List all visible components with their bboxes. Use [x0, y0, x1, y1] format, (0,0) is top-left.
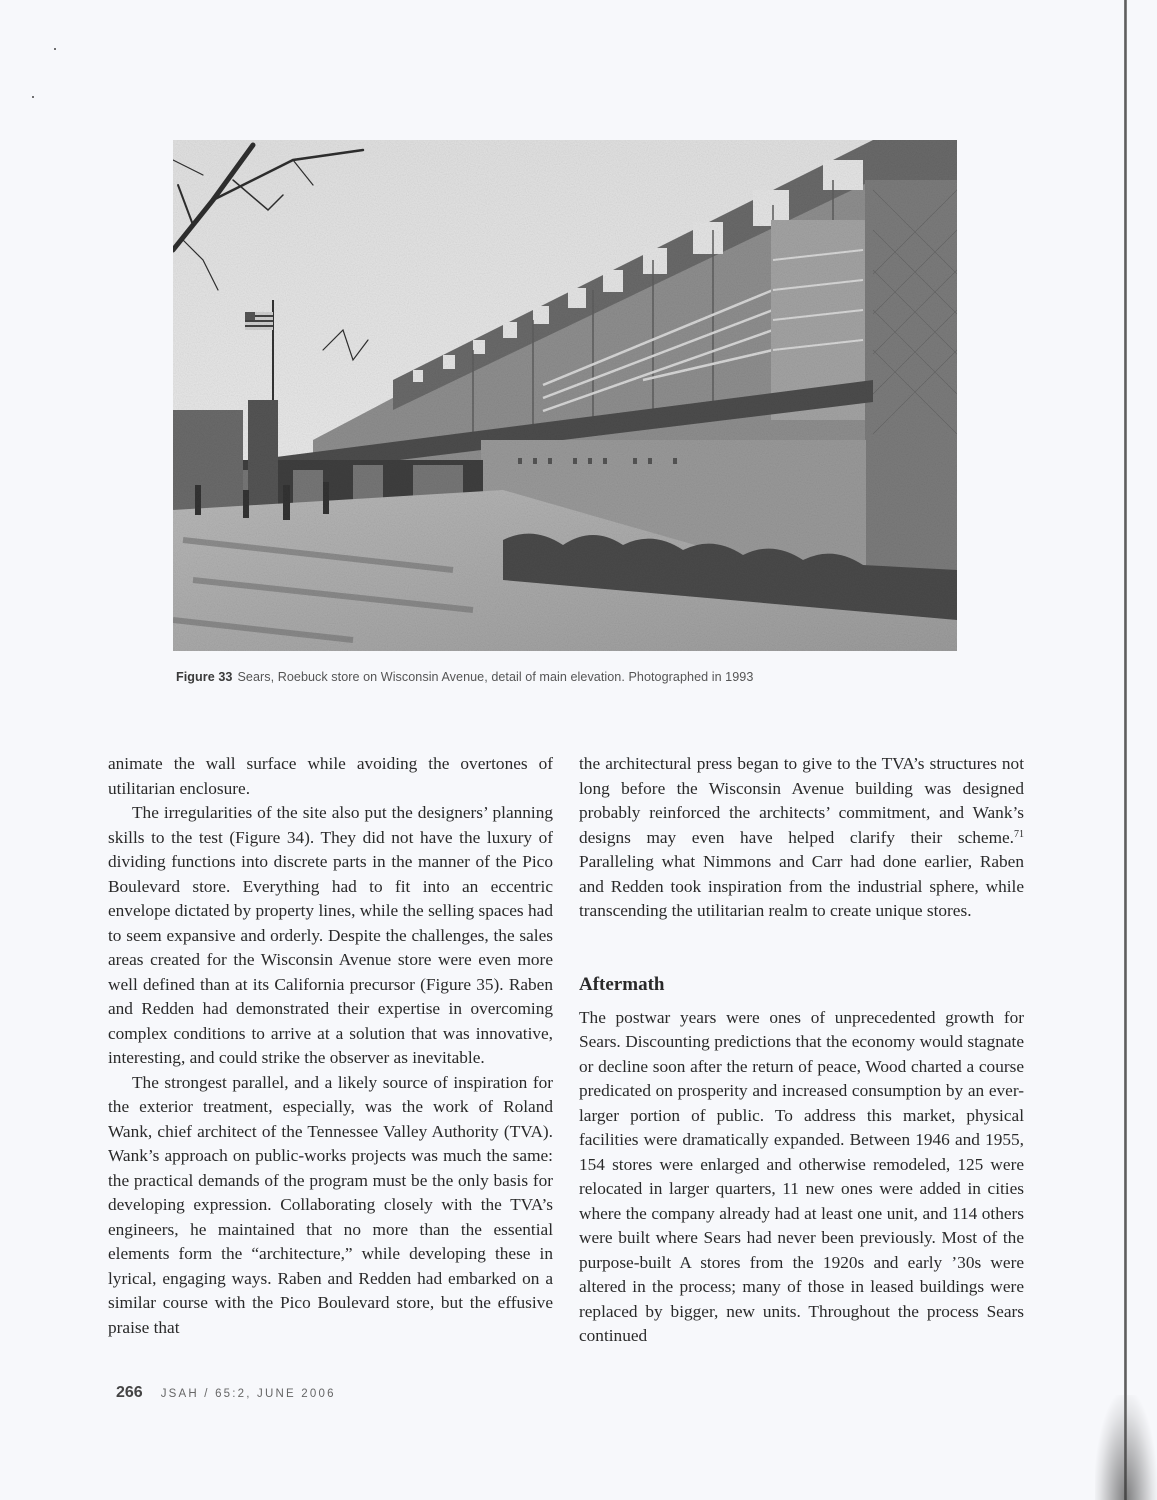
body-text: Paralleling what Nimmons and Carr had done earlier, Raben and Redden took inspiration from the industrial sphere, while transcending the utilitarian realm to create unique stores. [579, 852, 1024, 920]
footnote-reference[interactable]: 71 [1014, 828, 1024, 840]
journal-citation: JSAH / 65:2, JUNE 2006 [160, 1388, 336, 1400]
body-paragraph: animate the wall surface while avoiding the overtones of utilitarian enclosure. [108, 754, 553, 798]
figure-caption [176, 670, 936, 684]
section-heading: Aftermath [579, 973, 665, 995]
page-footer [116, 1384, 336, 1402]
page-corner-shadow [1095, 1395, 1157, 1500]
body-paragraph: The strongest parallel, and a likely source of inspiration for the exterior treatment, especially, was the work of Roland Wank, chief architect of the Tennessee Valley Authority (TVA). Wank’s approach on public-works projects was much the same: the practical demands of the program must be the only basis for developing expression. Collaborating closely with the TVA’s engineers, he maintained that no more than the essential elements form the “architecture,” while developing these in lyrical, engaging ways. Raben and Redden had embarked on a similar course with the Pico Boulevard store, but the effusive praise that [108, 1072, 553, 1337]
scan-speck [54, 48, 56, 50]
body-paragraph: The postwar years were ones of unprecedented growth for Sears. Discounting predictions that the economy would stagnate or decline soon after the return of peace, Wood charted a course predicated on prosperity and increased consumption by an ever-larger portion of public. To address this market, physical facilities were dramatically expanded. Between 1946 and 1955, 154 stores were enlarged and otherwise remodeled, 125 were relocated in larger quarters, 11 new ones were added in cities where the company already had at least one unit, and 114 others were built where Sears had never been previously. Most of the purpose-built A stores from the 1920s and early ’30s were altered in the process; many of those in leased buildings were replaced by bigger, new units. Throughout the process Sears continued [579, 1007, 1024, 1345]
page-binding-edge [1124, 0, 1127, 1500]
scan-speck [32, 96, 34, 98]
figure-photo [173, 140, 957, 651]
figure-caption-text: Sears, Roebuck store on Wisconsin Avenue, detail of main elevation. Photographed in 1993 [237, 670, 754, 684]
right-column [579, 752, 1024, 1349]
body-paragraph [579, 752, 1024, 924]
neighbor-building [173, 410, 243, 520]
sears-sign-block [248, 400, 278, 520]
figure-label: Figure 33 [176, 670, 233, 684]
left-column [108, 752, 553, 1340]
building-photo-illustration [173, 140, 957, 651]
american-flag [245, 312, 273, 330]
page-number: 266 [116, 1384, 143, 1401]
corner-pier [865, 180, 957, 620]
body-paragraph: The irregularities of the site also put the designers’ planning skills to the test (Figure 34). They did not have the luxury of dividing functions into discrete parts in the manner of the Pico Boulevard store. Everything had to fit into an eccentric envelope dictated by property lines, while the selling spaces had to seem expansive and orderly. Despite the challenges, the sales areas created for the Wisconsin Avenue store were even more well defined than at its California precursor (Figure 35). Raben and Redden had demonstrated their expertise in overcoming complex conditions to arrive at a solution that was innovative, interesting, and could strike the observer as inevitable. [108, 803, 553, 1067]
body-text: the architectural press began to give to the TVA’s structures not long before the Wisconsin Avenue building was designed probably reinforced the architects’ commitment, and Wank’s designs may even have helped clarify their scheme. [579, 754, 1024, 847]
